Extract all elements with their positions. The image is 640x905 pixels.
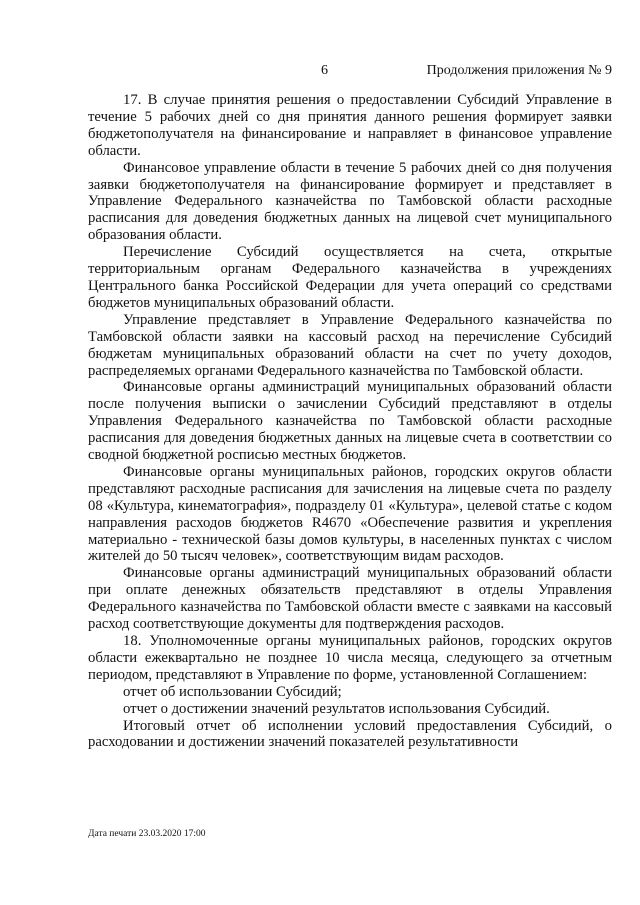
paragraph-final-report: Итоговый отчет об исполнении условий предоставления Субсидий, о расходовании и достижении значений показателей результативности [88,717,612,751]
paragraph-culture-section: Финансовые органы муниципальных районов, городских округов области представляют расходные расписания для зачисления на лицевые счета по разделу 08 «Культура, кинематография», подразделу 01 «Культура», целевой статье с кодом направления расходов бюджетов R4670 «Обеспечение развития и укрепления материально - технической базы домов культуры, в населенных пунктах с числом жителей до 50 тысяч человек», соответствующим видам расходов. [88,463,612,565]
list-item-usage-report: отчет об использовании Субсидий; [123,683,342,700]
page-number: 6 [321,63,328,78]
continuation-header: Продолжения приложения № 9 [426,63,612,78]
paragraph-management-requests: Управление представляет в Управление Федерального казначейства по Тамбовской области заявки на кассовый расход на перечисление Субсидий бюджетам муниципальных образований области на счет по учету доходов, распределяемых органами Федерального казначейства по Тамбовской области. [88,311,612,379]
paragraph-financial-department: Финансовое управление области в течение 5 рабочих дней со дня получения заявки бюджетополучателя на финансирование формирует и представляет в Управление Федерального казначейства по Тамбовской области расходные расписания для доведения бюджетных данных на лицевой счет муниципального образования области. [88,159,612,244]
paragraph-17: 17. В случае принятия решения о предоставлении Субсидий Управление в течение 5 рабочих дней со дня принятия данного решения формирует заявки бюджетополучателя на финансирование и направляет в финансовое управление области. [88,92,612,159]
document-body [88,92,612,751]
paragraph-18: 18. Уполномоченные органы муниципальных районов, городских округов области ежеквартально не позднее 10 числа месяца, следующего за отчетным периодом, представляют в Управление по форме, установленной Соглашением: [88,633,612,683]
print-date: Дата печати 23.03.2020 17:00 [88,829,206,839]
paragraph-municipal-finance: Финансовые органы администраций муниципальных образований области после получения выписки о зачислении Субсидий представляют в отделы Управления Федерального казначейства по Тамбовской области расходные расписания для доведения бюджетных данных на лицевые счета в соответствии со сводной бюджетной росписью местных бюджетов. [88,379,612,464]
list-item-results-report: отчет о достижении значений результатов использования Субсидий. [123,700,550,717]
paragraph-transfer: Перечисление Субсидий осуществляется на счета, открытые территориальным органам Федерального казначейства в учреждениях Центрального банка Российской Федерации для учета операций со средствами бюджетов муниципальных образований области. [88,244,612,311]
paragraph-payment-obligations: Финансовые органы администраций муниципальных образований области при оплате денежных обязательств представляют в отделы Управления Федерального казначейства по Тамбовской области вместе с заявками на кассовый расход соответствующие документы для подтверждения расходов. [88,565,612,633]
